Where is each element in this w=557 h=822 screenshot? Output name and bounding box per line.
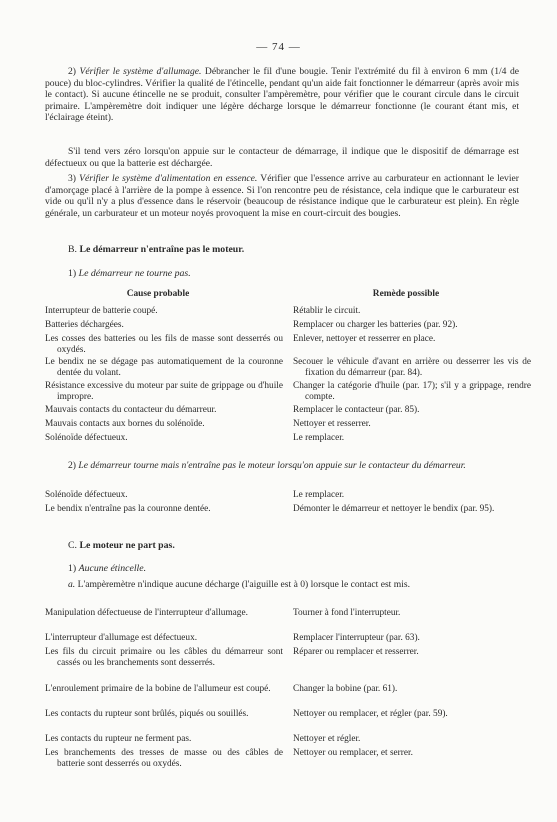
paragraph-body: L'ampèremètre n'indique aucune décharge (l'aiguille est à 0) lorsque le contact est mis. — [77, 579, 411, 590]
subheading-text: Le démarreur tourne mais n'entraîne pas le moteur lorsqu'on appuie sur le contacteur du démarreur. — [78, 460, 466, 471]
remede-cell: Tourner à fond l'interrupteur. — [293, 608, 401, 618]
remede-cell: Remplacer le contacteur (par. 85). — [293, 405, 420, 415]
section-title: Le démarreur n'entraîne pas le moteur. — [79, 244, 245, 255]
remede-cell: Remplacer ou charger les batteries (par. 92). — [293, 320, 458, 330]
cause-cell: Les branchements des tresses de masse ou des câbles de batterie sont desserrés ou oxydés. — [45, 748, 283, 769]
remede-cell: Le remplacer. — [293, 490, 345, 500]
item-letter: a. — [68, 579, 76, 590]
cause-cell: Résistance excessive du moteur par suite de grippage ou d'huile impropre. — [45, 381, 283, 402]
cause-cell: Mauvais contacts du contacteur du démarreur. — [45, 405, 217, 415]
paragraph-number: 3) — [68, 173, 76, 184]
paragraph-body: Débrancher le fil d'une bougie. Tenir l'extrémité du fil à environ 6 mm (1/4 de pouce) du bloc-cylindres. Vérifier la qualité de l'étincelle, pendant qu'un aide fait fonctionner le démarreur (après avoir mis le contact). Si aucune étincelle ne se produit, consulter l'ampèremètre, pour vérifier que le courant circule dans le circuit primaire. L'ampèremètre doit indiquer une légère décharge lorsque le démarreur fonctionne (le courant étant mis, et l'éclairage éteint). — [45, 66, 519, 124]
paragraph-title: Vérifier le système d'alimentation en essence. — [79, 173, 258, 184]
paragraph-ignition-check — [45, 66, 519, 124]
paragraph-fuel-check — [45, 173, 519, 219]
column-header-cause: Cause probable — [126, 289, 190, 299]
cause-cell: Les contacts du rupteur ne ferment pas. — [45, 734, 192, 744]
section-c-heading — [68, 540, 175, 551]
cause-cell: Interrupteur de batterie coupé. — [45, 306, 158, 316]
paragraph-ammeter-no-discharge — [45, 579, 519, 591]
column-header-remede: Remède possible — [372, 289, 440, 299]
remede-cell: Réparer ou remplacer et resserrer. — [293, 647, 419, 657]
subheading-number: 1) — [68, 563, 77, 574]
subheading-number: 2) — [68, 460, 76, 471]
remede-cell: Rétablir le circuit. — [293, 306, 361, 316]
remede-cell: Changer la bobine (par. 61). — [293, 684, 398, 694]
section-b-subheading-1 — [68, 268, 191, 279]
section-b-heading — [68, 244, 244, 255]
subheading-text: Aucune étincelle. — [78, 563, 147, 574]
subheading-number: 1) — [68, 268, 77, 279]
cause-cell: Le bendix n'entraîne pas la couronne dentée. — [45, 504, 211, 514]
page-number: — 74 — — [256, 41, 301, 53]
cause-cell: Les cosses des batteries ou les fils de masse sont desserrés ou oxydés. — [45, 334, 283, 355]
cause-cell: Mauvais contacts aux bornes du solénoïde. — [45, 419, 205, 429]
paragraph-number: 2) — [68, 66, 76, 77]
cause-cell: Manipulation défectueuse de l'interrupteur d'allumage. — [45, 608, 248, 618]
cause-cell: Batteries déchargées. — [45, 320, 124, 330]
section-letter: C. — [68, 540, 77, 551]
section-b-subheading-2 — [45, 460, 519, 472]
remede-cell: Nettoyer ou remplacer, et régler (par. 59). — [293, 709, 448, 719]
remede-cell: Démonter le démarreur et nettoyer le bendix (par. 95). — [293, 504, 495, 514]
remede-cell: Nettoyer et régler. — [293, 734, 361, 744]
cause-cell: L'interrupteur d'allumage est défectueux. — [45, 633, 198, 643]
section-letter: B. — [68, 244, 77, 255]
section-title: Le moteur ne part pas. — [79, 540, 175, 551]
subheading-text: Le démarreur ne tourne pas. — [78, 268, 191, 279]
remede-cell: Le remplacer. — [293, 433, 345, 443]
cause-cell: Le bendix ne se dégage pas automatiquement de la couronne dentée du volant. — [45, 357, 283, 378]
remede-cell: Nettoyer et resserrer. — [293, 419, 371, 429]
cause-cell: L'enroulement primaire de la bobine de l'allumeur est coupé. — [45, 684, 271, 694]
paragraph-zero-reading — [45, 146, 519, 169]
paragraph-body: S'il tend vers zéro lorsqu'on appuie sur le contacteur de démarrage, il indique que le dispositif de démarrage est défectueux ou que la batterie est déchargée. — [45, 146, 519, 169]
cause-cell: Les fils du circuit primaire ou les câbles du démarreur sont cassés ou les branchements sont desserrés. — [45, 647, 283, 668]
cause-cell: Les contacts du rupteur sont brûlés, piqués ou souillés. — [45, 709, 249, 719]
remede-cell: Nettoyer ou remplacer, et serrer. — [293, 748, 413, 758]
section-c-subheading-1 — [68, 563, 146, 574]
remede-cell: Secouer le véhicule d'avant en arrière ou desserrer les vis de fixation du démarreur (par. 84). — [293, 357, 531, 378]
remede-cell: Remplacer l'interrupteur (par. 63). — [293, 633, 420, 643]
paragraph-title: Vérifier le système d'allumage. — [79, 66, 202, 77]
remede-cell: Enlever, nettoyer et resserrer en place. — [293, 334, 436, 344]
cause-cell: Solénoïde défectueux. — [45, 490, 128, 500]
cause-cell: Solénoïde défectueux. — [45, 433, 128, 443]
remede-cell: Changer la catégorie d'huile (par. 17); s'il y a grippage, rendre compte. — [293, 381, 531, 402]
paragraph-body: Vérifier que l'essence arrive au carburateur en actionnant le levier d'amorçage placé à l'arrière de la pompe à essence. Si l'on rencontre peu de résistance, cela indique que le carburateur est vide ou qu'il n'y a plus d'essence dans le réservoir (beaucoup de résistance indique que le carburateur est plein). En règle générale, un carburateur et un moteur noyés provoquent la mise en court-circuit des bougies. — [45, 173, 519, 219]
